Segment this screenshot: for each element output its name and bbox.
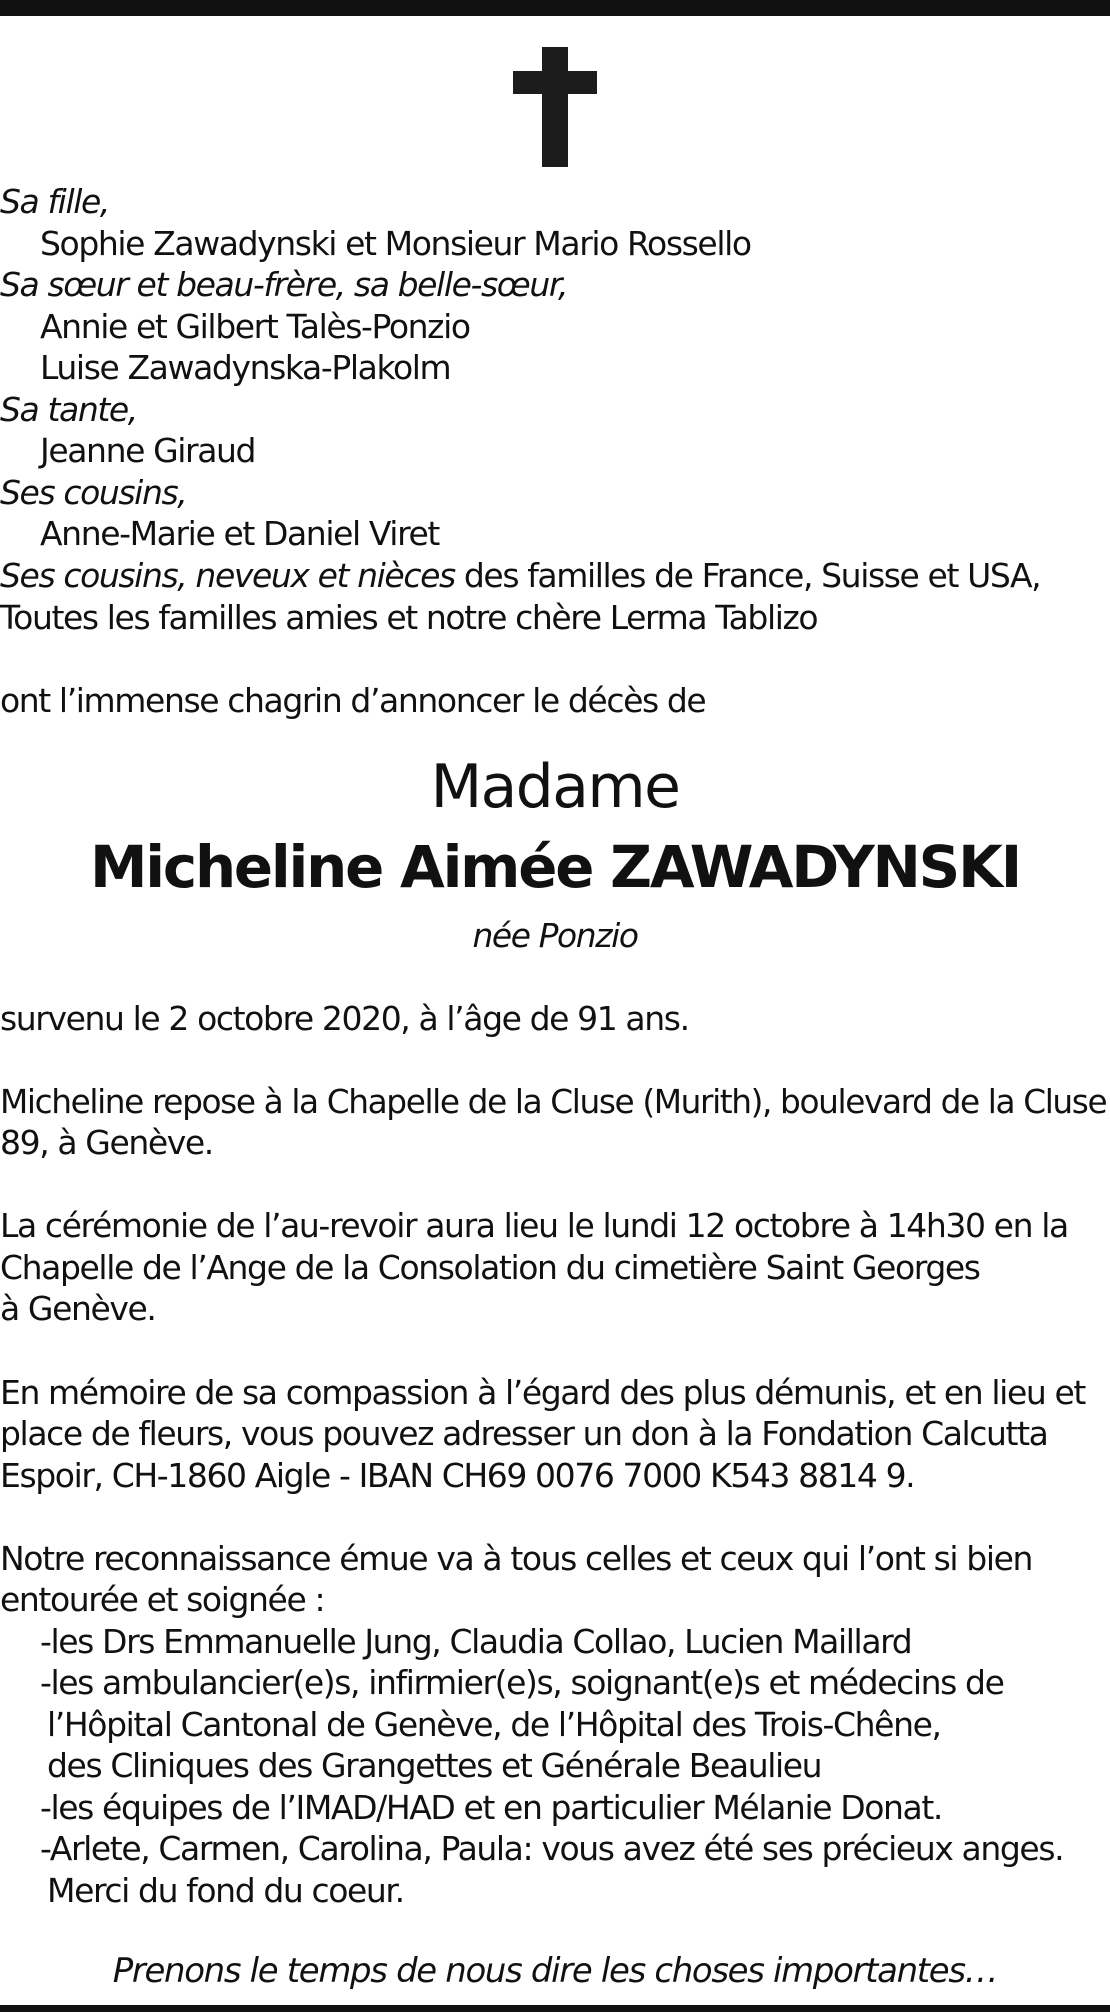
thanks-item-staff: -les ambulancier(e)s, infirmier(e)s, soignant(e)s et médecins de [40,1663,1004,1702]
extended-family-rest: des familles de France, Suisse et USA, [454,556,1041,595]
deceased-title: Madame [430,752,680,822]
cousins-heading: Ses cousins, [0,473,187,512]
sister-heading: Sa sœur et beau-frère, sa belle-sœur, [0,265,568,304]
aunt-names: Jeanne Giraud [40,431,256,470]
thanks-item-carers: -Arlete, Carmen, Carolina, Paula: vous avez été ses précieux anges. [40,1829,1064,1868]
daughter-names: Sophie Zawadynski et Monsieur Mario Rossello [40,224,751,263]
thanks-item-merci: Merci du fond du coeur. [47,1871,404,1910]
thanks-item-imad: -les équipes de l’IMAD/HAD et en particulier Mélanie Donat. [40,1788,942,1827]
resting-place-line-2: 89, à Genève. [0,1123,213,1162]
sister-names-1: Annie et Gilbert Talès-Ponzio [40,307,470,346]
extended-family-heading: Ses cousins, neveux et nièces [0,556,455,595]
friends-line: Toutes les familles amies et notre chère Lerma Tablizo [0,598,818,637]
deceased-full-name: Micheline Aimée ZAWADYNSKI [89,833,1021,901]
announcement-line: ont l’immense chagrin d’annoncer le décès de [0,681,706,720]
extended-family-line [0,555,1040,596]
donation-line-1: En mémoire de sa compassion à l’égard des plus démunis, et en lieu et [0,1373,1085,1412]
cross-horizontal-bar [513,71,597,94]
ceremony-line-2: Chapelle de l’Ange de la Consolation du cimetière Saint Georges [0,1248,980,1287]
maiden-name: née Ponzio [472,916,638,955]
cross-icon [513,47,597,167]
top-border-rule [0,0,1110,16]
ceremony-line-1: La cérémonie de l’au-revoir aura lieu le lundi 12 octobre à 14h30 en la [0,1206,1068,1245]
sister-names-2: Luise Zawadynska-Plakolm [40,348,451,387]
death-details: survenu le 2 octobre 2020, à l’âge de 91 ans. [0,999,689,1038]
ceremony-line-3: à Genève. [0,1289,156,1328]
thanks-item-staff-hospitals: l’Hôpital Cantonal de Genève, de l’Hôpital des Trois-Chêne, [47,1705,941,1744]
thanks-item-staff-clinics: des Cliniques des Grangettes et Générale Beaulieu [47,1746,822,1785]
thanks-item-doctors: -les Drs Emmanuelle Jung, Claudia Collao, Lucien Maillard [40,1622,912,1661]
donation-line-2: place de fleurs, vous pouvez adresser un don à la Fondation Calcutta [0,1414,1048,1453]
thanks-intro-2: entourée et soignée : [0,1580,325,1619]
thanks-intro-1: Notre reconnaissance émue va à tous celles et ceux qui l’ont si bien [0,1539,1033,1578]
cousins-names: Anne-Marie et Daniel Viret [40,514,439,553]
donation-line-3: Espoir, CH-1860 Aigle - IBAN CH69 0076 7000 K543 8814 9. [0,1456,915,1495]
cross-vertical-bar [542,47,568,167]
closing-line: Prenons le temps de nous dire les choses importantes… [112,1951,998,1991]
bottom-border-rule [0,2005,1110,2012]
daughter-heading: Sa fille, [0,182,109,221]
resting-place-line-1: Micheline repose à la Chapelle de la Cluse (Murith), boulevard de la Cluse [0,1082,1107,1121]
aunt-heading: Sa tante, [0,390,137,429]
